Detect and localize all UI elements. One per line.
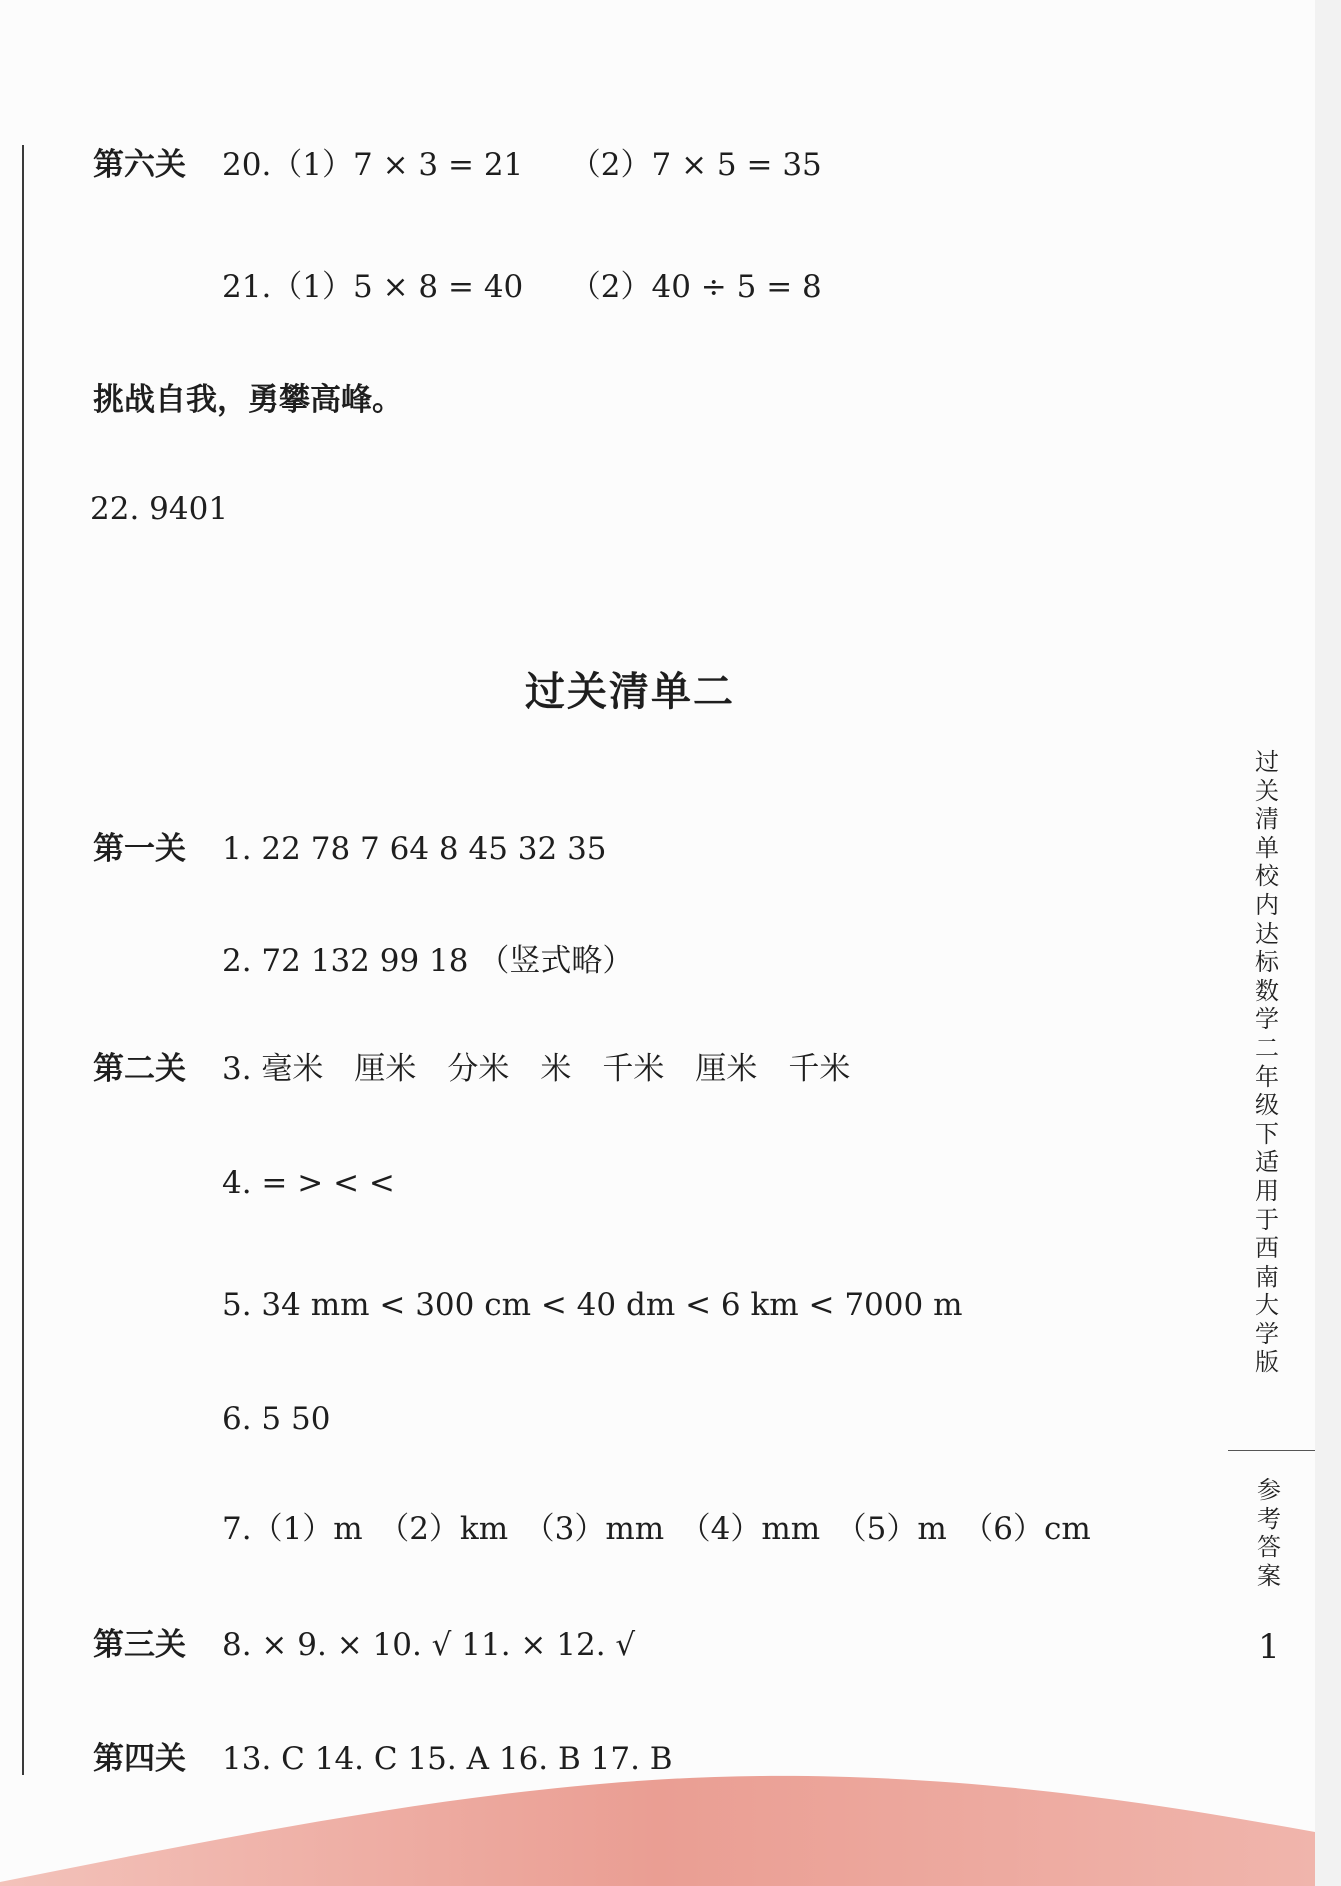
question-5: 5. 34 mm < 300 cm < 40 dm < 6 km < 7000 m	[222, 1287, 963, 1323]
left-margin-rule	[22, 145, 24, 1775]
questions-8-12: 8. × 9. × 10. √ 11. × 12. √	[222, 1627, 636, 1663]
challenge-heading: 挑战自我，勇攀高峰。	[93, 382, 403, 418]
question-2: 2. 72 132 99 18 （竖式略）	[222, 943, 634, 979]
question-6: 6. 5 50	[222, 1401, 331, 1437]
level-2-label: 第二关	[93, 1051, 186, 1087]
level-1-label: 第一关	[93, 831, 186, 867]
questions-13-17: 13. C 14. C 15. A 16. B 17. B	[222, 1741, 673, 1777]
decorative-wave	[0, 1760, 1315, 1886]
section-title: 过关清单二	[525, 669, 735, 715]
question-20: 20.（1）7 × 3 = 21 （2）7 × 5 = 35	[222, 147, 822, 183]
sidebar-divider	[1228, 1450, 1316, 1451]
page-number: 1	[1258, 1627, 1280, 1667]
level-4-label: 第四关	[93, 1741, 186, 1777]
level-3-label: 第三关	[93, 1627, 186, 1663]
question-3: 3. 毫米 厘米 分米 米 千米 厘米 千米	[222, 1051, 851, 1087]
question-7: 7.（1）m （2）km （3）mm （4）mm （5）m （6）cm	[222, 1511, 1091, 1547]
question-21: 21.（1）5 × 8 = 40 （2）40 ÷ 5 = 8	[222, 269, 822, 305]
page-edge-shadow	[1315, 0, 1341, 1886]
question-4: 4. = > < <	[222, 1165, 395, 1201]
question-1: 1. 22 78 7 64 8 45 32 35	[222, 831, 607, 867]
question-22: 22. 9401	[90, 491, 229, 527]
answers-label-vertical: 参考答案	[1257, 1476, 1281, 1590]
level-6-label: 第六关	[93, 147, 186, 183]
book-title-vertical: 过关清单校内达标数学二年级下适用于西南大学版	[1255, 748, 1279, 1377]
